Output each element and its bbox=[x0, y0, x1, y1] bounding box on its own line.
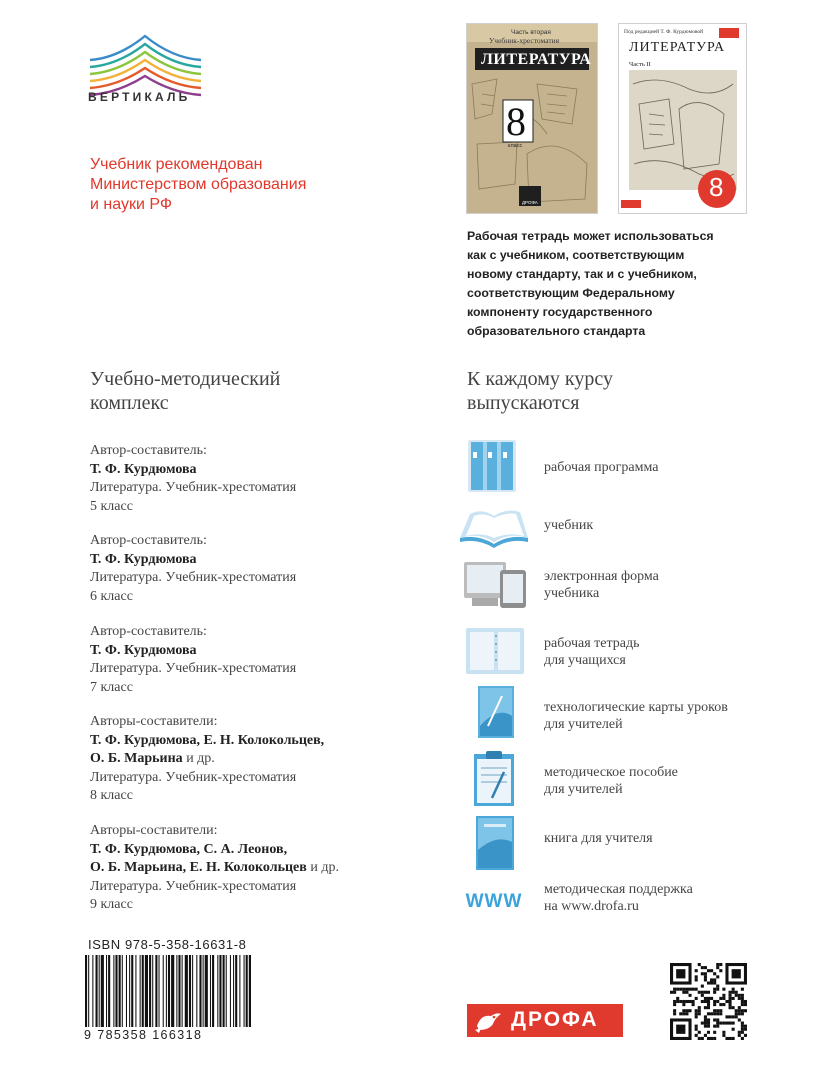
course-item-teacher-book bbox=[458, 816, 798, 872]
cover-publisher: ДРОФА bbox=[522, 200, 538, 205]
course-item-methodical-guide bbox=[458, 750, 798, 806]
course-item-label bbox=[544, 830, 653, 847]
entry-authors-suffix: и др. bbox=[306, 860, 339, 875]
note-line: как с учебником, соответствующим bbox=[467, 248, 685, 262]
umk-entry-7 bbox=[90, 623, 296, 697]
note-line: компоненту государственного bbox=[467, 305, 653, 319]
recommendation-line: Учебник рекомендован bbox=[90, 156, 263, 173]
entry-book: Литература. Учебник-хрестоматия bbox=[90, 878, 297, 894]
course-item-tech-cards bbox=[458, 686, 798, 742]
barcode-icon bbox=[84, 955, 251, 1027]
note-line: Рабочая тетрадь может использоваться bbox=[467, 229, 714, 243]
course-item-label bbox=[544, 459, 658, 476]
label-line: учебник bbox=[544, 518, 594, 533]
label-line: методическая поддержка bbox=[544, 882, 693, 897]
publisher-name: ДРОФА bbox=[511, 1008, 599, 1031]
heading-line: комплекс bbox=[90, 392, 169, 414]
course-item-label bbox=[544, 517, 593, 534]
entry-authors-suffix: и др. bbox=[182, 751, 215, 766]
cover-editor: Под редакцией Т. Ф. Курдюмовой bbox=[624, 29, 704, 35]
entry-authors: Т. Ф. Курдюмова bbox=[90, 642, 197, 658]
entry-role: Автор-составитель: bbox=[90, 443, 207, 458]
entry-book: Литература. Учебник-хрестоматия bbox=[90, 661, 297, 676]
course-item-label bbox=[544, 635, 640, 669]
entry-book: Литература. Учебник-хрестоматия bbox=[90, 570, 297, 585]
cover-subtitle: Учебник-хрестоматия bbox=[489, 36, 560, 45]
course-item-workbook bbox=[458, 624, 798, 680]
cover-grade-label: класс bbox=[508, 143, 523, 149]
entry-authors: Т. Ф. Курдюмова bbox=[90, 461, 197, 477]
entry-authors: Т. Ф. Курдюмова, С. А. Леонов, bbox=[90, 841, 288, 857]
umk-heading bbox=[90, 367, 280, 415]
courses-heading bbox=[467, 367, 613, 415]
heading-line: К каждому курсу bbox=[467, 368, 613, 390]
barcode-digits: 9 785358 166318 bbox=[84, 1028, 203, 1042]
entry-book: Литература. Учебник-хрестоматия bbox=[90, 480, 297, 495]
publisher-bird-icon bbox=[467, 1004, 507, 1037]
course-item-textbook bbox=[458, 498, 798, 554]
cover-part-label: Часть II bbox=[629, 61, 651, 68]
recommendation-note bbox=[90, 155, 390, 215]
entry-role: Авторы-составители: bbox=[90, 823, 218, 838]
entry-role: Авторы-составители: bbox=[90, 714, 218, 729]
umk-entry-5 bbox=[90, 442, 296, 516]
label-line: для учителей bbox=[544, 782, 623, 797]
entry-grade: 5 класс bbox=[90, 498, 133, 514]
cover-grade: 8 bbox=[709, 172, 724, 202]
workbook-compatibility-note bbox=[467, 227, 787, 341]
isbn-label: ISBN 978-5-358-16631-8 bbox=[88, 937, 247, 952]
entry-role: Автор-составитель: bbox=[90, 533, 207, 548]
umk-entry-8 bbox=[90, 713, 324, 806]
label-line: книга для учителя bbox=[544, 831, 653, 846]
cover-part-label: Часть вторая bbox=[511, 29, 551, 36]
heading-line: Учебно-методический bbox=[90, 368, 281, 390]
binder-icon bbox=[458, 438, 530, 494]
label-line: технологические карты уроков bbox=[544, 700, 728, 715]
entry-grade: 6 класс bbox=[90, 588, 133, 604]
umk-entry-6 bbox=[90, 532, 296, 606]
course-item-web-support bbox=[458, 874, 798, 930]
website-link[interactable]: на www.drofa.ru bbox=[544, 899, 639, 914]
entry-book: Литература. Учебник-хрестоматия bbox=[90, 769, 297, 785]
teacher-book-icon bbox=[458, 816, 530, 872]
note-line: новому стандарту, так и с учебником, bbox=[467, 267, 697, 281]
cover-title: ЛИТЕРАТУРА bbox=[629, 40, 726, 55]
note-line: соответствующим Федеральному bbox=[467, 286, 675, 300]
recommendation-line: и науки РФ bbox=[90, 196, 172, 213]
label-line: для учителей bbox=[544, 717, 623, 732]
open-book-icon bbox=[458, 498, 530, 554]
course-item-label bbox=[544, 764, 678, 798]
textbook-cover-2 bbox=[619, 24, 746, 213]
label-line: для учащихся bbox=[544, 653, 626, 668]
entry-grade: 8 класс bbox=[90, 788, 133, 803]
label-line: рабочая тетрадь bbox=[544, 636, 640, 651]
publisher-logo bbox=[467, 1004, 623, 1037]
heading-line: выпускаются bbox=[467, 392, 580, 414]
note-line: образовательного стандарта bbox=[467, 324, 646, 338]
course-item-eform bbox=[458, 558, 798, 614]
course-item-label bbox=[544, 568, 659, 602]
devices-icon bbox=[458, 558, 530, 614]
entry-grade: 7 класс bbox=[90, 679, 133, 695]
entry-grade: 9 класс bbox=[90, 897, 133, 912]
entry-authors: О. Б. Марьина, Е. Н. Колокольцев bbox=[90, 860, 307, 875]
cover-grade: 8 bbox=[506, 99, 526, 144]
course-item-label bbox=[544, 699, 728, 733]
textbook-cover-1 bbox=[467, 24, 597, 213]
recommendation-line: Министерством образования bbox=[90, 176, 307, 193]
www-icon: WWW bbox=[465, 891, 523, 912]
course-item-program bbox=[458, 438, 798, 494]
notebook-icon bbox=[458, 624, 530, 680]
course-item-label bbox=[544, 881, 693, 915]
label-line: учебника bbox=[544, 586, 600, 601]
clipboard-icon bbox=[458, 750, 530, 806]
label-line: методическое пособие bbox=[544, 765, 678, 780]
series-name: ВЕРТИКАЛЬ bbox=[88, 90, 191, 104]
umk-entry-9 bbox=[90, 822, 339, 915]
cover-title: ЛИТЕРАТУРА bbox=[481, 51, 592, 68]
qr-code-icon bbox=[670, 963, 747, 1040]
entry-role: Автор-составитель: bbox=[90, 624, 207, 639]
label-line: электронная форма bbox=[544, 569, 659, 584]
label-line: рабочая программа bbox=[544, 460, 659, 475]
entry-authors: Т. Ф. Курдюмова, Е. Н. Колокольцев, bbox=[90, 732, 325, 748]
entry-authors: Т. Ф. Курдюмова bbox=[90, 551, 197, 567]
entry-authors: О. Б. Марьина bbox=[90, 751, 183, 766]
tech-card-icon bbox=[458, 686, 530, 742]
